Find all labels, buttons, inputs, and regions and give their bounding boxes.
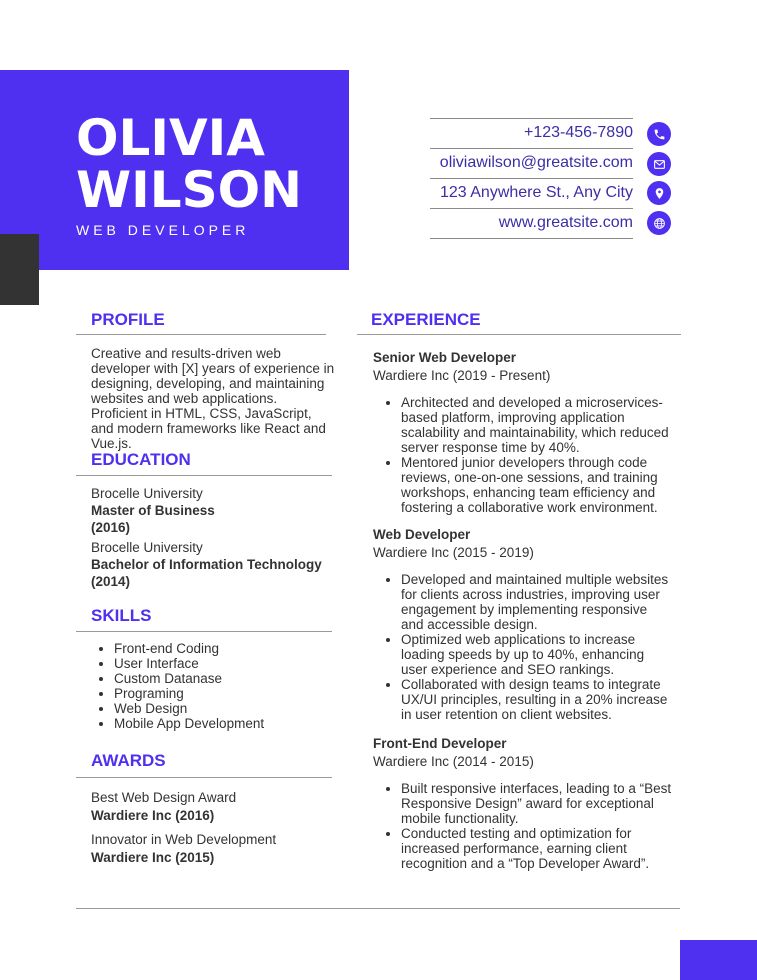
degree-year: (2014): [91, 574, 131, 589]
contact-website: [430, 208, 633, 239]
experience-divider: [357, 334, 681, 335]
experience-heading: EXPERIENCE: [371, 310, 481, 329]
job-bullet: • Architected and developed a microservices-based platform, improving application scalability and maintainability, which reduced server response time by 40%.: [401, 395, 673, 455]
mail-icon: [647, 152, 671, 176]
award-entry: [91, 789, 236, 825]
award-org: Wardiere Inc (2016): [91, 808, 215, 823]
contact-address: [430, 178, 633, 208]
awards-heading: AWARDS: [91, 751, 166, 770]
award-title: Innovator in Web Development: [91, 832, 277, 847]
skill-item: • Custom Datanase: [114, 671, 264, 686]
email-text[interactable]: oliviawilson@greatsite.com: [439, 154, 633, 171]
skill-item: • Mobile App Development: [114, 716, 264, 731]
job-company: Wardiere Inc (2015 - 2019): [373, 545, 534, 560]
skills-list: [92, 641, 264, 731]
skill-item: • Programing: [114, 686, 264, 701]
globe-icon: [647, 211, 671, 235]
education-divider: [76, 475, 332, 476]
mail-icon-circle: [647, 152, 671, 176]
skills-divider: [76, 631, 332, 632]
school-name: Brocelle University: [91, 540, 203, 555]
award-title: Best Web Design Award: [91, 790, 237, 805]
profile-divider: [76, 334, 326, 335]
job-company: Wardiere Inc (2014 - 2015): [373, 754, 534, 769]
job-company: Wardiere Inc (2019 - Present): [373, 368, 551, 383]
contact-email: [430, 148, 633, 178]
job-bullet: • Optimized web applications to increase loading speeds by up to 40%, enhancing user experience and SEO rankings.: [401, 632, 673, 677]
skill-item: • User Interface: [114, 656, 264, 671]
location-pin-icon: [647, 181, 671, 205]
phone-icon-circle: [647, 122, 671, 146]
experience-entry: [373, 526, 673, 722]
job-bullet: • Conducted testing and optimization for increased performance, earning client recognition and a “Top Developer Award”.: [401, 826, 673, 871]
job-bullet: • Developed and maintained multiple websites for clients across industries, improving user engagement by implementing responsive and accessible design.: [401, 572, 673, 632]
degree-year: (2016): [91, 520, 131, 535]
phone-icon: [647, 122, 671, 146]
last-name: WILSON: [76, 161, 302, 219]
job-title: WEB DEVELOPER: [76, 222, 250, 238]
profile-heading: PROFILE: [91, 310, 165, 329]
school-name: Brocelle University: [91, 486, 203, 501]
contact-phone: [430, 118, 633, 148]
job-bullet: • Built responsive interfaces, leading to a “Best Responsive Design” award for exceptional mobile functionality.: [401, 781, 673, 826]
location-icon-circle: [647, 181, 671, 205]
decorative-tab: [0, 234, 39, 305]
website-text[interactable]: www.greatsite.com: [498, 214, 633, 231]
degree-name: Bachelor of Information Technology: [91, 557, 322, 572]
corner-accent: [680, 940, 757, 980]
job-bullet: • Mentored junior developers through code reviews, one-on-one sessions, and training workshops, enhancing team efficiency and fostering a collaborative work environment.: [401, 455, 673, 515]
degree-name: Master of Business: [91, 503, 215, 518]
skill-item: • Web Design: [114, 701, 264, 716]
job-bullet: • Collaborated with design teams to integrate UX/UI principles, resulting in a 20% increase in user retention on client websites.: [401, 677, 673, 722]
skill-item: • Front-end Coding: [114, 641, 264, 656]
award-org: Wardiere Inc (2015): [91, 850, 215, 865]
phone-text[interactable]: +123-456-7890: [524, 124, 633, 141]
candidate-name: [76, 109, 302, 219]
award-entry: [91, 831, 276, 867]
skills-heading: SKILLS: [91, 606, 152, 625]
experience-entry: [373, 349, 673, 515]
globe-icon-circle: [647, 211, 671, 235]
job-role: Senior Web Developer: [373, 350, 517, 365]
job-role: Front-End Developer: [373, 736, 507, 751]
job-role: Web Developer: [373, 527, 471, 542]
education-entry: [91, 485, 215, 536]
address-text: 123 Anywhere St., Any City: [440, 184, 633, 201]
footer-divider: [76, 908, 680, 909]
contact-list: [430, 118, 672, 239]
profile-text: Creative and results-driven web developer with [X] years of experience in designing, developing, and maintaining websites and web applications. Proficient in HTML, CSS, JavaScript, and modern frameworks like React and Vue.js.: [91, 346, 335, 451]
first-name: OLIVIA: [76, 109, 265, 167]
awards-divider: [76, 777, 332, 778]
education-heading: EDUCATION: [91, 450, 191, 469]
education-entry: [91, 539, 322, 590]
experience-entry: [373, 735, 673, 871]
